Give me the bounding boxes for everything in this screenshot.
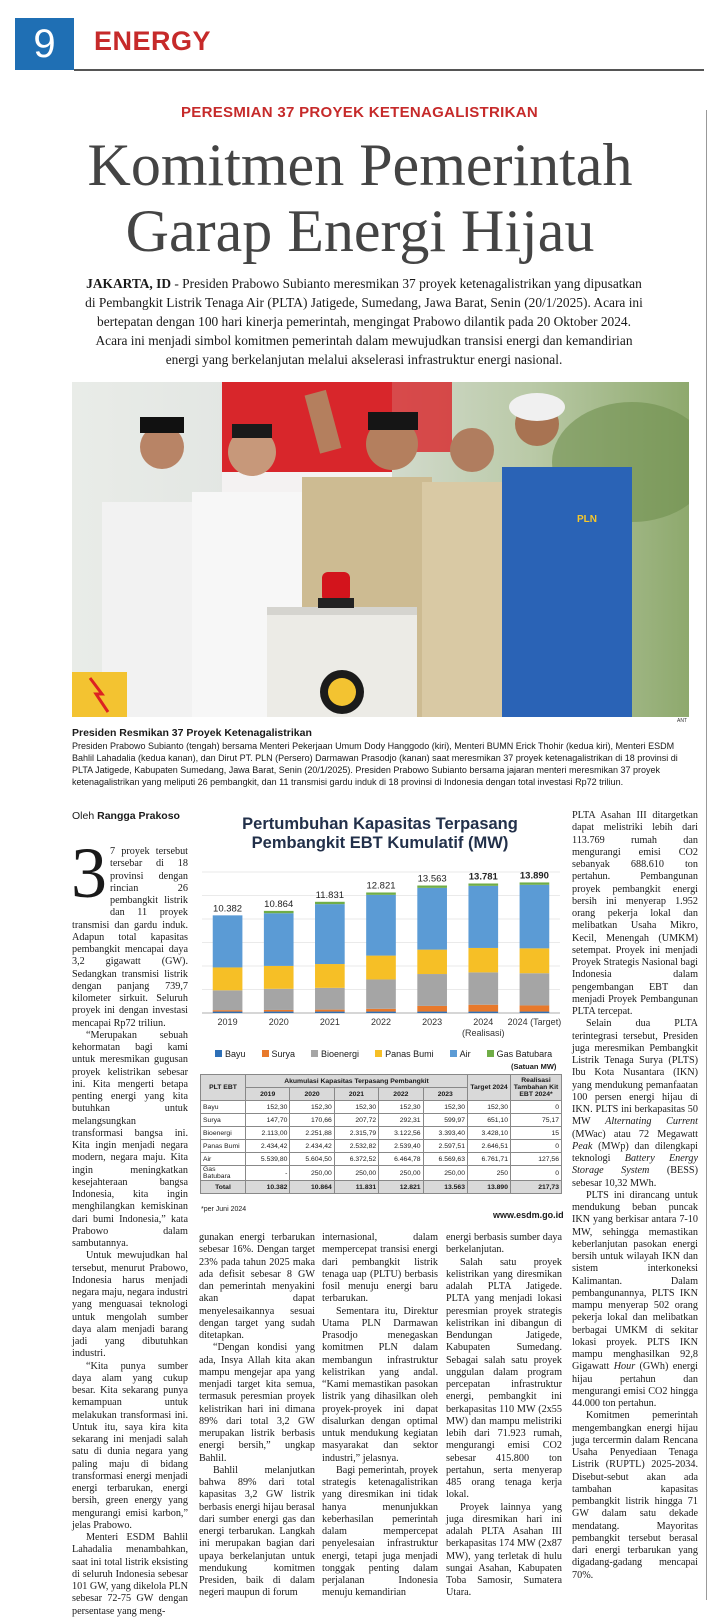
table-cell-target: 250 [468, 1166, 511, 1181]
pln-logo-text: PLN [577, 514, 597, 525]
row-label: Surya [201, 1114, 246, 1127]
x-tick-label: 2021 [319, 1017, 340, 1027]
bar-segment-panas-bumi [468, 948, 498, 972]
table-cell-target: 2.646,51 [468, 1140, 511, 1153]
text-run: PLTS ini dirancang untuk mendukung beban puncak IKN yang berkisar antara 7-10 MW, sehingga memastikan keberlanjutan pasokan energi bersih untuk wilayah IKN dan sistem interkoneksi Kalimantan. Dalam pembangunannya, PLTS IKN mampu menyerap 502 orang pekerja lokal dan melibatkan berbagai UMKM di sekitar lokasi proyek. PLTS IKN mampu menghasilkan 92,8 Gigawatt [572, 1189, 698, 1373]
x-tick-label: 2024 (Target) [507, 1017, 562, 1027]
paragraph: Sementara itu, Direktur Utama PLN Darmawan Prasodjo menegaskan komitmen PLN dalam membangun infrastruktur kelistrikan yang andal. “Kami memastikan pasokan listrik yang dihasilkan oleh proyek-proyek ini dapat disalurkan dengan optimal untuk mendukung kegiatan masyarakat dan sektor industri,” jelasnya. [322, 1305, 438, 1464]
table-year-2021: 2021 [334, 1088, 378, 1101]
table-cell: 152,30 [290, 1101, 334, 1114]
bar-segment-bioenergi [315, 988, 345, 1010]
bar-segment-panas-bumi [417, 950, 447, 974]
bar-segment-surya [520, 1005, 550, 1011]
paragraph: Untuk mewujudkan hal tersebut, menurut Prabowo, Indonesia harus menjadi negara maju, negara industri yang menguasai teknologi untuk mengolah sumber daya alam menjadi barang jadi yang dibutuhkan industri. [72, 1250, 188, 1360]
x-tick-sublabel: (Realisasi) [462, 1028, 505, 1038]
x-tick-label: 2019 [217, 1017, 238, 1027]
chart-legend [215, 1049, 568, 1059]
bar-segment-air [213, 915, 243, 967]
table-head-pltebt: PLT EBT [201, 1075, 246, 1101]
paragraph: Bagi pemerintah, proyek strategis ketenagalistrikan yang diresmikan ini tidak hanya menunjukkan keberhasilan pemerintah dalam mempercepat penyelesaian infrastruktur energi, tetapi juga menjadi tonggak penting dalam perjalanan Indonesia menuju kemandirian [322, 1464, 438, 1599]
drop-cap: 3 [71, 833, 107, 913]
table-cell: 6.372,52 [334, 1153, 378, 1166]
paragraph: Menteri ESDM Bahlil Lahadalia menambahkan, saat ini total listrik eksisting di seluruh Indonesia sebesar 101 GW, yang dikelola PLN sebesar 72-75 GW dengan persentase yang meng- [72, 1532, 188, 1617]
bar-segment-air [520, 885, 550, 949]
bar-segment-air [264, 913, 294, 966]
table-footnote: *per Juni 2024 [201, 1206, 247, 1213]
article-column-3 [322, 1232, 438, 1600]
table-head-target: Target 2024 [468, 1075, 511, 1101]
table-cell: 152,30 [246, 1101, 290, 1114]
byline [72, 810, 180, 822]
section-title: ENERGY [94, 26, 212, 56]
total-label: 13.563 [417, 873, 447, 885]
lead-text: - Presiden Prabowo Subianto meresmikan 37 proyek ketenagalistrikan yang dipusatkan di Pembangkit Listrik Tenaga Air (PLTA) Jatigede, Sumedang, Jawa Barat, Senin (20/1/2025). Acara ini bertepatan dengan 100 hari kinerja pemerintah, mengingat Prabowo dilantik pada 20 Oktober 2024. Acara ini menjadi simbol komitmen pemerintah dalam mewujudkan transisi energi dan kemandirian energi yang berkelanjutan melalui akselerasi infrastruktur energi nasional. [85, 276, 643, 367]
table-cell: 152,30 [334, 1101, 378, 1114]
bar-segment-bayu [520, 1012, 550, 1013]
caption-text: Presiden Prabowo Subianto (tengah) bersama Menteri Pekerjaan Umum Dody Hanggodo (kiri), Menteri BUMN Erick Thohir (kedua kiri), Menteri ESDM Bahlil Lahadalia (kedua kanan), dan Dirut PT. PLN (Persero) Darmawan Prasodjo (kanan) saat meresmikan 37 proyek ketenagalistrikan di 18 provinsi di PLTA Jatigede, Kabupaten Sumedang, Jawa Barat, Senin (20/1/2025). Presiden Prabowo Subianto bersama jajaran menteri meresmikan 37 proyek ketenagalistrikan yang meliputi 26 pembangkit, dan 11 transmisi gardu induk di 18 provinsi di Indonesia dengan total investasi Rp72 triliun. [72, 741, 678, 787]
total-label: 13.890 [519, 870, 549, 882]
total-cell: 10.864 [290, 1181, 334, 1194]
bar-segment-gas-batubara [520, 882, 550, 884]
table-cell: 6.464,78 [379, 1153, 423, 1166]
table-cell: 250,00 [290, 1166, 334, 1181]
chart-title: Pertumbuhan Kapasitas Terpasang Pembangkit EBT Kumulatif (MW) [242, 815, 518, 852]
table-row [201, 1127, 562, 1140]
headline-line-1: Komitmen Pemerintah [87, 132, 633, 198]
table-cell: 3.122,56 [379, 1127, 423, 1140]
total-cell: 11.831 [334, 1181, 378, 1194]
byline-name: Rangga Prakoso [97, 810, 180, 822]
legend-item [215, 1049, 246, 1059]
table-cell-real: 15 [511, 1127, 562, 1140]
table-cell: - [246, 1166, 290, 1181]
table-row [201, 1114, 562, 1127]
bar-segment-bioenergi [468, 972, 498, 1004]
table-year-2019: 2019 [246, 1088, 290, 1101]
bar-segment-bayu [213, 1012, 243, 1013]
bar-segment-bayu [366, 1012, 396, 1013]
x-tick-label: 2022 [370, 1017, 392, 1027]
bar-segment-bioenergi [213, 990, 243, 1010]
article-column-4 [446, 1232, 562, 1600]
legend-swatch [262, 1050, 269, 1057]
article-column-1 [72, 846, 188, 1618]
table-cell: 6.569,63 [423, 1153, 467, 1166]
total-cell: 10.382 [246, 1181, 290, 1194]
paragraph [572, 1190, 698, 1411]
bar-segment-air [417, 888, 447, 950]
table-total-row [201, 1181, 562, 1194]
table-cell: 2.434,42 [246, 1140, 290, 1153]
bar-segment-air [468, 886, 498, 948]
article-column-2 [199, 1232, 315, 1600]
table-cell: 250,00 [379, 1166, 423, 1181]
table-cell-real: 0 [511, 1101, 562, 1114]
paragraph: “Merupakan sebuah kehormatan bagi kami untuk meresmikan gugusan proyek kelistrikan sebesar ini. Kita mengerti betapa penting energi yang kita butuhkan untuk melangsungkan transformasi bangsa ini. Kita ingin menjadi negara modern, negara maju. Kita ingin meningkatkan kesejahteraan bangsa Indonesia, kita ingin menghilangkan kemiskinan dari bumi Indonesia,” kata Prabowo dalam sambutannya. [72, 1029, 188, 1249]
table-cell: 2.315,79 [334, 1127, 378, 1140]
table-cell: 2.113,00 [246, 1127, 290, 1140]
total-label: 11.831 [315, 889, 345, 901]
table-cell: 2.597,51 [423, 1140, 467, 1153]
legend-item [375, 1049, 434, 1059]
stacked-bar-chart [196, 858, 566, 1044]
legend-swatch [311, 1050, 318, 1057]
paragraph: Bahlil melanjutkan bahwa 89% dari total kapasitas 3,2 GW listrik berbasis energi hijau berasal dari sumber energi gas dan energi terbarukan. Langkah ini merupakan bagian dari upaya berkelanjutan untuk mendukung komitmen Presiden, baik di dalam negeri maupun di forum [199, 1464, 315, 1599]
table-cell: 2.539,40 [379, 1140, 423, 1153]
paragraph: “Dengan kondisi yang ada, Insya Allah kita akan mampu mengejar apa yang menjadi target kita semua, termasuk peresmian proyek kelistrikan hari ini dimana 89% dari total 3,2 GW merupakan listrik berbasis energi bersih,” ungkap Bahlil. [199, 1342, 315, 1464]
legend-label: Surya [271, 1049, 296, 1059]
table-cell: 2.532,82 [334, 1140, 378, 1153]
text-run: Alternating Current [605, 1116, 698, 1128]
bar-segment-gas-batubara [264, 911, 294, 913]
bar-segment-air [315, 904, 345, 964]
table-year-2023: 2023 [423, 1088, 467, 1101]
table-row [201, 1166, 562, 1181]
legend-swatch [450, 1050, 457, 1057]
table-year-2020: 2020 [290, 1088, 334, 1101]
table-head-realisasi: Realisasi Tambahan Kit EBT 2024* [511, 1075, 562, 1101]
total-label: 12.821 [366, 880, 396, 892]
paragraph: 7 proyek tersebut tersebar di 18 provinsi dengan rincian 26 pembangkit listrik dan 11 proyek transmisi dan gardu induk. Adapun total kapasitas pembangkit mencapai daya 3,2 gigawatt (GW). Sedangkan transmisi listrik dengan panjang 739,7 kilometer sirkuit. Seluruh proyek ini dengan investasi mencapai Rp72 triliun. [72, 846, 188, 1029]
header-rule [74, 69, 704, 71]
bar-segment-surya [468, 1005, 498, 1012]
bar-segment-bioenergi [520, 973, 550, 1005]
legend-label: Gas Batubara [496, 1049, 553, 1059]
text-run: (MWac) atau 72 Megawatt [572, 1128, 698, 1140]
x-tick-label: 2020 [268, 1017, 289, 1027]
table-cell: 152,30 [423, 1101, 467, 1114]
total-label: 10.382 [213, 903, 243, 915]
legend-swatch [487, 1050, 494, 1057]
unit-note: (Satuan MW) [511, 1062, 557, 1071]
page-number: 9 [15, 18, 74, 70]
article-column-5 [572, 810, 698, 1582]
paragraph: Proyek lainnya yang juga diresmikan hari ini adalah PLTA Asahan III berkapasitas 174 MW (2x87 MW), yang terletak di hulu sungai Asahan, Kabupaten Toba Samosir, Sumatera Utara. [446, 1501, 562, 1599]
paragraph: PLTA Asahan III ditargetkan dapat melistriki lebih dari 113.769 rumah dan mengurangi emisi CO2 sebanyak 688.610 ton pertahun. Pembangunan proyek pembangkit energi bersih ini menyerap 1.952 orang pekerja lokal dan melibatkan Usaha Mikro, Kecil, Menengah (UMKM) setempat. Proyek ini menjadi Proyek Strategis Nasional bagi Indonesia dalam pengembangan EBT dan menjadi Proyek Pembangunan PLTA tercepat. [572, 810, 698, 1017]
text-run: (MWp) dan dilengkapi teknologi [572, 1140, 698, 1164]
legend-label: Panas Bumi [385, 1049, 434, 1059]
kicker: PERESMIAN 37 PROYEK KETENAGALISTRIKAN [181, 104, 538, 121]
legend-item [311, 1049, 359, 1059]
text-run: Battery Energy Storage System [572, 1153, 699, 1177]
legend-swatch [375, 1050, 382, 1057]
table-cell: 3.393,40 [423, 1127, 467, 1140]
paragraph: Salah satu proyek kelistrikan yang diresmikan adalah PLTA Jatigede. PLTA yang menjadi lokasi peresmian proyek strategis kelistrikan ini dibangun di Bendungan Jatigede, Kabupaten Sumedang. Sebagai salah satu proyek unggulan dalam program percepatan infrastruktur energi, pembangkit ini berkapasitas 110 MW (2x55 MW) dan mampu melistriki lebih dari 71.923 rumah, mengurangi emisi CO2 sebesar 415.800 ton pertahun, serta menyerap 485 orang tenaga kerja lokal. [446, 1256, 562, 1501]
bar-segment-panas-bumi [520, 948, 550, 973]
dropcap-spacer [72, 846, 110, 908]
row-label: Gas Batubara [201, 1166, 246, 1181]
bar-segment-bayu [264, 1012, 294, 1013]
legend-label: Bioenergi [321, 1049, 360, 1059]
table-cell: 152,30 [379, 1101, 423, 1114]
table-cell-real: 75,17 [511, 1114, 562, 1127]
table-cell: 147,70 [246, 1114, 290, 1127]
paragraph: gunakan energi terbarukan sebesar 16%. Dengan target 23% pada tahun 2025 maka ada defisit sebesar 8 GW dan pemerintah menyakini akan dapat menyelesaikannya sesuai dengan target yang sudah ditetapkan. [199, 1232, 315, 1341]
table-row [201, 1153, 562, 1166]
table-cell-target: 3.428,10 [468, 1127, 511, 1140]
table-row [201, 1140, 562, 1153]
bar-segment-surya [366, 1009, 396, 1012]
text-run: (GWh) energi hijau pertahun dan mengurangi emisi CO2 hingga 44.000 ton pertahun. [572, 1361, 699, 1409]
table-cell-target: 651,10 [468, 1114, 511, 1127]
column-rule [706, 110, 707, 1600]
photo-credit: ANT [677, 718, 687, 724]
table-cell: 250,00 [423, 1166, 467, 1181]
legend-item [262, 1049, 296, 1059]
table-cell: 5.539,80 [246, 1153, 290, 1166]
total-cell: 13.563 [423, 1181, 467, 1194]
table-cell: 599,97 [423, 1114, 467, 1127]
bar-segment-bayu [468, 1012, 498, 1013]
table-cell: 2.251,88 [290, 1127, 334, 1140]
total-label: 13.781 [468, 871, 498, 883]
bar-segment-gas-batubara [366, 892, 396, 894]
bar-segment-panas-bumi [213, 967, 243, 990]
table-source: www.esdm.go.id [493, 1210, 564, 1220]
bar-segment-gas-batubara [468, 883, 498, 885]
bar-segment-bayu [315, 1012, 345, 1013]
table-cell: 207,72 [334, 1114, 378, 1127]
total-label: Total [201, 1181, 246, 1194]
legend-swatch [215, 1050, 222, 1057]
text-run: Hour [613, 1361, 636, 1373]
bar-segment-panas-bumi [264, 966, 294, 989]
table-cell: 5.604,50 [290, 1153, 334, 1166]
table-cell: 2.434,42 [290, 1140, 334, 1153]
byline-prefix: Oleh [72, 810, 98, 822]
table-cell-real: 0 [511, 1166, 562, 1181]
bar-segment-surya [417, 1006, 447, 1012]
text-run: (BESS) sebesar 10,32 MWh. [572, 1165, 698, 1189]
paragraph: energi berbasis sumber daya berkelanjutan. [446, 1232, 562, 1256]
bar-segment-panas-bumi [366, 956, 396, 980]
legend-item [487, 1049, 553, 1059]
paragraph: internasional, dalam mempercepat transisi energi dari pembangkit listrik tenaga uap (PLTU) berbasis fosil menuju energi baru terbarukan. [322, 1232, 438, 1305]
x-tick-label: 2024 [473, 1017, 494, 1027]
paragraph: “Kita punya sumber daya alam yang cukup besar. Kita sekarang punya kemampuan untuk melakukan transformasi ini. Untuk itu, saya kira kita sekarang ini menjadi salah satu di dunia negara yang paling maju di bidang transformasi energi menjadi energi terbarukan, energi bersih, green energy yang mengurangi emisi karbon,” jelas Prabowo. [72, 1360, 188, 1531]
bar-segment-panas-bumi [315, 964, 345, 988]
row-label: Panas Bumi [201, 1140, 246, 1153]
bar-segment-air [366, 895, 396, 956]
headline [40, 132, 680, 264]
paragraph: Komitmen pemerintah mengembangkan energi hijau juga tercermin dalam Rencana Usaha Penyediaan Tenaga Listrik (RUPTL) 2025-2034. Disebut-sebut akan ada tambahan kapasitas pembangkit listrik hingga 71 GW dalam satu dekade mendatang. Mayoritas pembangkit tersebut berasal dari energi terbarukan yang digadang-gadang mencapai 70%. [572, 1410, 698, 1581]
bar-segment-bioenergi [264, 989, 294, 1010]
row-label: Air [201, 1153, 246, 1166]
dateline: JAKARTA, ID [86, 276, 172, 291]
legend-label: Bayu [225, 1049, 246, 1059]
bar-segment-bayu [417, 1012, 447, 1013]
legend-item [450, 1049, 471, 1059]
text-run: Selain dua PLTA terintegrasi tersebut, Presiden juga meresmikan Pembangkit Listrik Tenaga Surya (PLTS) Ibu Kota Nusantara (IKN) yang mendukung pemanfaatan 100 persen energi hijau di IKN. PLTS ini berkapasitas 50 MW [572, 1018, 698, 1128]
photo-illustration [72, 382, 689, 717]
table-cell: 170,66 [290, 1114, 334, 1127]
total-cell-total_target: 13.890 [468, 1181, 511, 1194]
x-tick-label: 2023 [422, 1017, 443, 1027]
caption-title: Presiden Resmikan 37 Proyek Ketenagalistrikan [72, 727, 312, 739]
bar-segment-surya [315, 1010, 345, 1012]
total-label: 10.864 [264, 898, 294, 910]
bar-segment-bioenergi [366, 979, 396, 1008]
table-cell-real: 127,56 [511, 1153, 562, 1166]
news-photo [72, 382, 689, 717]
row-label: Bioenergi [201, 1127, 246, 1140]
text-run: Peak [572, 1140, 593, 1152]
capacity-table [200, 1074, 562, 1194]
table-cell-real: 0 [511, 1140, 562, 1153]
row-label: Bayu [201, 1101, 246, 1114]
table-body [201, 1101, 562, 1194]
total-cell: 12.821 [379, 1181, 423, 1194]
bar-segment-surya [264, 1010, 294, 1012]
table-row [201, 1101, 562, 1114]
table-cell: 292,31 [379, 1114, 423, 1127]
bar-segment-surya [213, 1010, 243, 1011]
table-cell-target: 152,30 [468, 1101, 511, 1114]
table-cell: 250,00 [334, 1166, 378, 1181]
bar-segment-bioenergi [417, 974, 447, 1006]
table-year-2022: 2022 [379, 1088, 423, 1101]
paragraph [572, 1018, 698, 1190]
table-cell-target: 6.761,71 [468, 1153, 511, 1166]
legend-label: Air [459, 1049, 471, 1059]
headline-line-2: Garap Energi Hijau [125, 198, 595, 264]
total-cell-total_real: 217,73 [511, 1181, 562, 1194]
lead-paragraph [84, 274, 644, 369]
bar-segment-gas-batubara [417, 886, 447, 888]
table-head-group: Akumulasi Kapasitas Terpasang Pembangkit [246, 1075, 468, 1088]
bar-segment-gas-batubara [315, 902, 345, 904]
